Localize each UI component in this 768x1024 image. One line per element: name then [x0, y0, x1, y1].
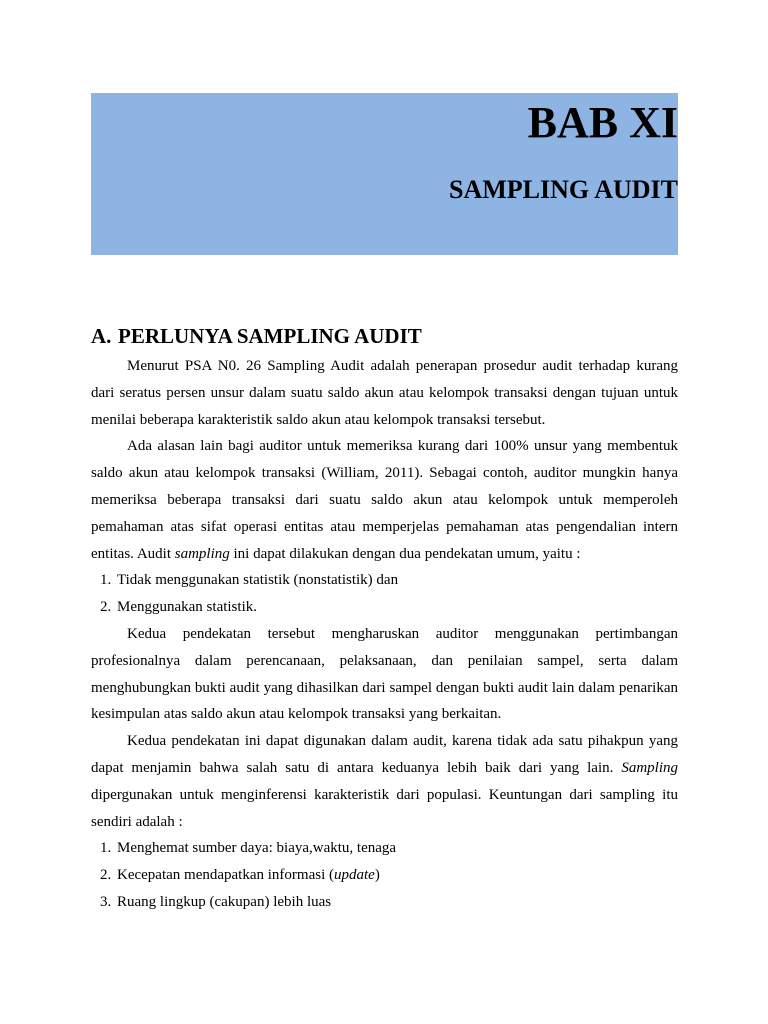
list-item-text: Menghemat sumber daya: biaya,waktu, tenaga	[117, 840, 397, 857]
list-item	[91, 889, 678, 916]
section-heading	[91, 322, 678, 350]
list-item-number: 1.	[100, 572, 112, 589]
paragraph-judgment-text: Kedua pendekatan tersebut mengharuskan auditor menggunakan pertimbangan profesionalnya dalam perencanaan, pelaksanaan, dan penilaian sampel, serta dalam menghubungkan bukti audit yang dihasilkan dari sampel dengan bukti audit lain dalam penarikan kesimpulan atas saldo akun atau kelompok transaksi yang berkaitan.	[91, 625, 678, 723]
list-item-text-b: )	[374, 867, 380, 884]
paragraph-judgment	[91, 621, 678, 728]
paragraph-definition-text: Menurut PSA N0. 26 Sampling Audit adalah penerapan prosedur audit terhadap kurang dari seratus persen unsur dalam suatu saldo akun atau kelompok transaksi dengan tujuan untuk menilai beberapa karakteristik saldo akun atau kelompok transaksi tersebut.	[91, 358, 678, 428]
list-item-text	[117, 862, 380, 889]
paragraph-reasons-text-b: ini dapat dilakukan dengan dua pendekatan umum, yaitu :	[229, 545, 581, 562]
section-letter: A.	[91, 324, 112, 348]
list-item-number: 2.	[100, 599, 112, 616]
list-item	[91, 594, 678, 621]
list-item-text-a: Kecepatan mendapatkan informasi (	[117, 867, 334, 884]
list-item	[91, 862, 678, 889]
paragraph-benefits-emphasis: Sampling	[621, 759, 678, 776]
list-item-number: 1.	[100, 840, 112, 857]
paragraph-reasons	[91, 433, 678, 567]
benefit-list	[91, 835, 678, 915]
approach-list	[91, 567, 678, 621]
list-item	[91, 835, 678, 862]
paragraph-benefits-text-a: Kedua pendekatan ini dapat digunakan dalam audit, karena tidak ada satu pihakpun yang dapat menjamin bahwa salah satu di antara keduanya lebih baik dari yang lain.	[91, 733, 678, 776]
list-item-number: 3.	[100, 893, 112, 910]
section-title: PERLUNYA SAMPLING AUDIT	[118, 324, 422, 348]
chapter-title: SAMPLING AUDIT	[449, 175, 678, 204]
list-item-text: Ruang lingkup (cakupan) lebih luas	[117, 893, 332, 910]
chapter-banner	[91, 93, 678, 255]
paragraph-reasons-text-a: Ada alasan lain bagi auditor untuk memeriksa kurang dari 100% unsur yang membentuk saldo akun atau kelompok transaksi (William, 2011). Sebagai contoh, auditor mungkin hanya memeriksa beberapa transaksi dari suatu saldo akun atau kelompok untuk memperoleh pemahaman atas sifat operasi entitas atau memperjelas pemahaman atas pengendalian intern entitas. Audit	[91, 438, 678, 562]
paragraph-reasons-emphasis: sampling	[174, 545, 230, 562]
paragraph-definition	[91, 353, 678, 433]
paragraph-benefits	[91, 728, 678, 835]
list-item	[91, 567, 678, 594]
paragraph-benefits-text-b: dipergunakan untuk menginferensi karakteristik dari populasi. Keuntungan dari sampling itu sendiri adalah :	[91, 786, 678, 830]
list-item-text: Menggunakan statistik.	[117, 599, 257, 616]
chapter-number: BAB XI	[527, 98, 678, 147]
list-item-number: 2.	[100, 867, 112, 884]
list-item-text: Tidak menggunakan statistik (nonstatistik) dan	[117, 572, 399, 589]
list-item-emphasis: update	[334, 867, 375, 884]
chapter-content	[91, 322, 678, 916]
